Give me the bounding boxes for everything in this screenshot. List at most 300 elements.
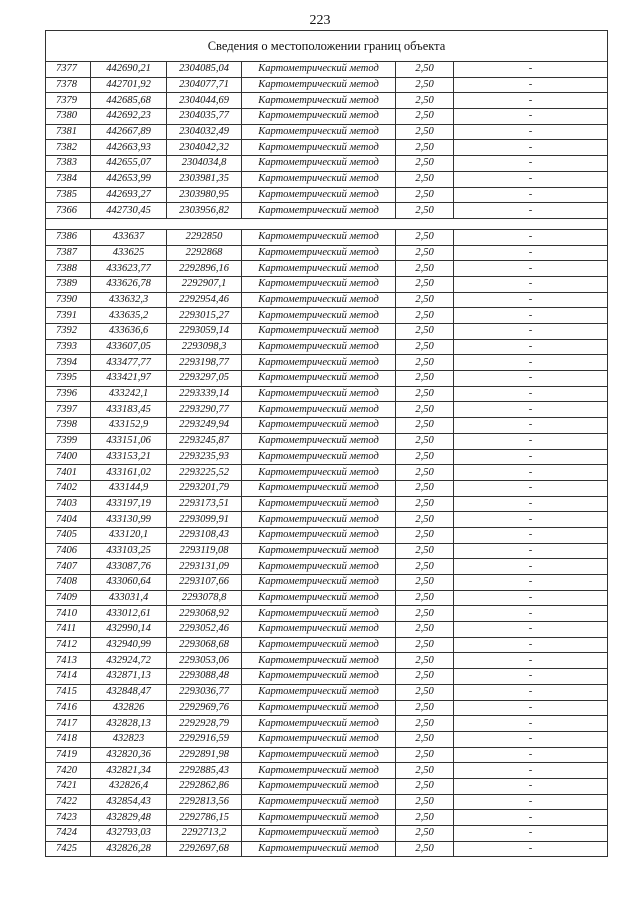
- point-number-cell: 7397: [46, 402, 91, 418]
- x-coordinate-cell: 433031,4: [91, 590, 167, 606]
- table-row: [46, 575, 608, 591]
- method-cell: Картометрический метод: [242, 622, 396, 638]
- method-cell: Картометрический метод: [242, 276, 396, 292]
- table-title-row: [46, 31, 608, 62]
- table-row: [46, 77, 608, 93]
- x-coordinate-cell: 433060,64: [91, 575, 167, 591]
- point-number-cell: 7421: [46, 778, 91, 794]
- table-row: [46, 229, 608, 245]
- y-coordinate-cell: 2304085,04: [167, 62, 242, 78]
- method-cell: Картометрический метод: [242, 433, 396, 449]
- separator-cell: [46, 218, 608, 229]
- point-number-cell: 7423: [46, 810, 91, 826]
- method-cell: Картометрический метод: [242, 575, 396, 591]
- point-number-cell: 7415: [46, 684, 91, 700]
- point-number-cell: 7408: [46, 575, 91, 591]
- y-coordinate-cell: 2304077,71: [167, 77, 242, 93]
- x-coordinate-cell: 432820,36: [91, 747, 167, 763]
- point-number-cell: 7366: [46, 203, 91, 219]
- method-cell: Картометрический метод: [242, 386, 396, 402]
- y-coordinate-cell: 2293173,51: [167, 496, 242, 512]
- table-row: [46, 276, 608, 292]
- y-coordinate-cell: 2293068,68: [167, 637, 242, 653]
- table-row: [46, 543, 608, 559]
- table-row: [46, 93, 608, 109]
- table-row: [46, 171, 608, 187]
- description-cell: -: [454, 575, 608, 591]
- precision-cell: 2,50: [396, 669, 454, 685]
- point-number-cell: 7393: [46, 339, 91, 355]
- point-number-cell: 7385: [46, 187, 91, 203]
- precision-cell: 2,50: [396, 245, 454, 261]
- y-coordinate-cell: 2293078,8: [167, 590, 242, 606]
- table-row: [46, 512, 608, 528]
- y-coordinate-cell: 2293201,79: [167, 480, 242, 496]
- x-coordinate-cell: 433242,1: [91, 386, 167, 402]
- table-row: [46, 841, 608, 857]
- point-number-cell: 7424: [46, 826, 91, 842]
- method-cell: Картометрический метод: [242, 187, 396, 203]
- description-cell: -: [454, 261, 608, 277]
- table-row: [46, 778, 608, 794]
- y-coordinate-cell: 2292868: [167, 245, 242, 261]
- table-row: [46, 339, 608, 355]
- x-coordinate-cell: 433153,21: [91, 449, 167, 465]
- y-coordinate-cell: 2292786,15: [167, 810, 242, 826]
- table-row: [46, 684, 608, 700]
- method-cell: Картометрический метод: [242, 606, 396, 622]
- method-cell: Картометрический метод: [242, 308, 396, 324]
- x-coordinate-cell: 433636,6: [91, 324, 167, 340]
- x-coordinate-cell: 433632,3: [91, 292, 167, 308]
- precision-cell: 2,50: [396, 308, 454, 324]
- table-row: [46, 124, 608, 140]
- x-coordinate-cell: 442701,92: [91, 77, 167, 93]
- point-number-cell: 7377: [46, 62, 91, 78]
- precision-cell: 2,50: [396, 124, 454, 140]
- point-number-cell: 7420: [46, 763, 91, 779]
- description-cell: -: [454, 559, 608, 575]
- description-cell: -: [454, 402, 608, 418]
- method-cell: Картометрический метод: [242, 637, 396, 653]
- method-cell: Картометрический метод: [242, 339, 396, 355]
- description-cell: -: [454, 355, 608, 371]
- point-number-cell: 7384: [46, 171, 91, 187]
- precision-cell: 2,50: [396, 637, 454, 653]
- y-coordinate-cell: 2304042,32: [167, 140, 242, 156]
- description-cell: -: [454, 324, 608, 340]
- y-coordinate-cell: 2304032,49: [167, 124, 242, 140]
- description-cell: -: [454, 590, 608, 606]
- point-number-cell: 7411: [46, 622, 91, 638]
- description-cell: -: [454, 512, 608, 528]
- y-coordinate-cell: 2292907,1: [167, 276, 242, 292]
- x-coordinate-cell: 432854,43: [91, 794, 167, 810]
- x-coordinate-cell: 433183,45: [91, 402, 167, 418]
- precision-cell: 2,50: [396, 433, 454, 449]
- method-cell: Картометрический метод: [242, 449, 396, 465]
- method-cell: Картометрический метод: [242, 124, 396, 140]
- table-row: [46, 700, 608, 716]
- y-coordinate-cell: 2293339,14: [167, 386, 242, 402]
- description-cell: -: [454, 747, 608, 763]
- description-cell: -: [454, 637, 608, 653]
- description-cell: -: [454, 433, 608, 449]
- method-cell: Картометрический метод: [242, 543, 396, 559]
- method-cell: Картометрический метод: [242, 465, 396, 481]
- y-coordinate-cell: 2292916,59: [167, 731, 242, 747]
- point-number-cell: 7386: [46, 229, 91, 245]
- precision-cell: 2,50: [396, 140, 454, 156]
- x-coordinate-cell: 433197,19: [91, 496, 167, 512]
- y-coordinate-cell: 2293059,14: [167, 324, 242, 340]
- point-number-cell: 7395: [46, 371, 91, 387]
- method-cell: Картометрический метод: [242, 418, 396, 434]
- y-coordinate-cell: 2293245,87: [167, 433, 242, 449]
- table-row: [46, 794, 608, 810]
- precision-cell: 2,50: [396, 622, 454, 638]
- x-coordinate-cell: 433151,06: [91, 433, 167, 449]
- precision-cell: 2,50: [396, 731, 454, 747]
- x-coordinate-cell: 442653,99: [91, 171, 167, 187]
- y-coordinate-cell: 2293036,77: [167, 684, 242, 700]
- precision-cell: 2,50: [396, 778, 454, 794]
- precision-cell: 2,50: [396, 203, 454, 219]
- x-coordinate-cell: 433103,25: [91, 543, 167, 559]
- x-coordinate-cell: 442692,23: [91, 109, 167, 125]
- description-cell: -: [454, 465, 608, 481]
- description-cell: -: [454, 276, 608, 292]
- y-coordinate-cell: 2293098,3: [167, 339, 242, 355]
- description-cell: -: [454, 794, 608, 810]
- x-coordinate-cell: 433130,99: [91, 512, 167, 528]
- description-cell: -: [454, 418, 608, 434]
- boundary-coordinates-table: [45, 30, 608, 857]
- y-coordinate-cell: 2304035,77: [167, 109, 242, 125]
- point-number-cell: 7391: [46, 308, 91, 324]
- description-cell: -: [454, 778, 608, 794]
- description-cell: -: [454, 124, 608, 140]
- point-number-cell: 7379: [46, 93, 91, 109]
- y-coordinate-cell: 2293088,48: [167, 669, 242, 685]
- y-coordinate-cell: 2293107,66: [167, 575, 242, 591]
- method-cell: Картометрический метод: [242, 669, 396, 685]
- precision-cell: 2,50: [396, 156, 454, 172]
- precision-cell: 2,50: [396, 841, 454, 857]
- point-number-cell: 7383: [46, 156, 91, 172]
- precision-cell: 2,50: [396, 355, 454, 371]
- description-cell: -: [454, 826, 608, 842]
- table-row: [46, 763, 608, 779]
- y-coordinate-cell: 2293119,08: [167, 543, 242, 559]
- method-cell: Картометрический метод: [242, 371, 396, 387]
- point-number-cell: 7409: [46, 590, 91, 606]
- table-row: [46, 747, 608, 763]
- x-coordinate-cell: 433012,61: [91, 606, 167, 622]
- precision-cell: 2,50: [396, 527, 454, 543]
- y-coordinate-cell: 2304034,8: [167, 156, 242, 172]
- method-cell: Картометрический метод: [242, 512, 396, 528]
- x-coordinate-cell: 433161,02: [91, 465, 167, 481]
- method-cell: Картометрический метод: [242, 77, 396, 93]
- description-cell: -: [454, 171, 608, 187]
- x-coordinate-cell: 432826: [91, 700, 167, 716]
- description-cell: -: [454, 339, 608, 355]
- method-cell: Картометрический метод: [242, 93, 396, 109]
- table-row: [46, 418, 608, 434]
- y-coordinate-cell: 2293290,77: [167, 402, 242, 418]
- point-number-cell: 7396: [46, 386, 91, 402]
- y-coordinate-cell: 2292896,16: [167, 261, 242, 277]
- y-coordinate-cell: 2303980,95: [167, 187, 242, 203]
- y-coordinate-cell: 2292697,68: [167, 841, 242, 857]
- precision-cell: 2,50: [396, 292, 454, 308]
- method-cell: Картометрический метод: [242, 140, 396, 156]
- y-coordinate-cell: 2293249,94: [167, 418, 242, 434]
- table-row: [46, 140, 608, 156]
- x-coordinate-cell: 442663,93: [91, 140, 167, 156]
- precision-cell: 2,50: [396, 543, 454, 559]
- y-coordinate-cell: 2292928,79: [167, 716, 242, 732]
- table-row: [46, 433, 608, 449]
- description-cell: -: [454, 229, 608, 245]
- precision-cell: 2,50: [396, 276, 454, 292]
- y-coordinate-cell: 2293131,09: [167, 559, 242, 575]
- x-coordinate-cell: 432793,03: [91, 826, 167, 842]
- precision-cell: 2,50: [396, 763, 454, 779]
- description-cell: -: [454, 496, 608, 512]
- description-cell: -: [454, 245, 608, 261]
- x-coordinate-cell: 433635,2: [91, 308, 167, 324]
- x-coordinate-cell: 433607,05: [91, 339, 167, 355]
- y-coordinate-cell: 2303956,82: [167, 203, 242, 219]
- x-coordinate-cell: 442690,21: [91, 62, 167, 78]
- method-cell: Картометрический метод: [242, 62, 396, 78]
- precision-cell: 2,50: [396, 77, 454, 93]
- x-coordinate-cell: 432990,14: [91, 622, 167, 638]
- point-number-cell: 7404: [46, 512, 91, 528]
- description-cell: -: [454, 292, 608, 308]
- precision-cell: 2,50: [396, 496, 454, 512]
- precision-cell: 2,50: [396, 559, 454, 575]
- table-row: [46, 637, 608, 653]
- table-row: [46, 245, 608, 261]
- y-coordinate-cell: 2293068,92: [167, 606, 242, 622]
- description-cell: -: [454, 810, 608, 826]
- precision-cell: 2,50: [396, 810, 454, 826]
- precision-cell: 2,50: [396, 794, 454, 810]
- description-cell: -: [454, 187, 608, 203]
- precision-cell: 2,50: [396, 590, 454, 606]
- precision-cell: 2,50: [396, 187, 454, 203]
- table-row: [46, 480, 608, 496]
- y-coordinate-cell: 2293235,93: [167, 449, 242, 465]
- table-row: [46, 716, 608, 732]
- precision-cell: 2,50: [396, 62, 454, 78]
- point-number-cell: 7406: [46, 543, 91, 559]
- method-cell: Картометрический метод: [242, 716, 396, 732]
- x-coordinate-cell: 432826,28: [91, 841, 167, 857]
- x-coordinate-cell: 433421,97: [91, 371, 167, 387]
- description-cell: -: [454, 140, 608, 156]
- y-coordinate-cell: 2304044,69: [167, 93, 242, 109]
- x-coordinate-cell: 432821,34: [91, 763, 167, 779]
- table-row: [46, 261, 608, 277]
- point-number-cell: 7388: [46, 261, 91, 277]
- table-title: Сведения о местоположении границ объекта: [46, 31, 608, 62]
- point-number-cell: 7400: [46, 449, 91, 465]
- precision-cell: 2,50: [396, 606, 454, 622]
- description-cell: -: [454, 203, 608, 219]
- x-coordinate-cell: 442685,68: [91, 93, 167, 109]
- point-number-cell: 7394: [46, 355, 91, 371]
- point-number-cell: 7422: [46, 794, 91, 810]
- x-coordinate-cell: 433477,77: [91, 355, 167, 371]
- precision-cell: 2,50: [396, 465, 454, 481]
- method-cell: Картометрический метод: [242, 653, 396, 669]
- y-coordinate-cell: 2303981,35: [167, 171, 242, 187]
- y-coordinate-cell: 2292713,2: [167, 826, 242, 842]
- description-cell: -: [454, 669, 608, 685]
- y-coordinate-cell: 2292850: [167, 229, 242, 245]
- description-cell: -: [454, 93, 608, 109]
- precision-cell: 2,50: [396, 339, 454, 355]
- x-coordinate-cell: 433623,77: [91, 261, 167, 277]
- point-number-cell: 7389: [46, 276, 91, 292]
- point-number-cell: 7380: [46, 109, 91, 125]
- point-number-cell: 7392: [46, 324, 91, 340]
- table-row: [46, 465, 608, 481]
- point-number-cell: 7410: [46, 606, 91, 622]
- y-coordinate-cell: 2293052,46: [167, 622, 242, 638]
- description-cell: -: [454, 684, 608, 700]
- separator-row: [46, 218, 608, 229]
- x-coordinate-cell: 433144,9: [91, 480, 167, 496]
- point-number-cell: 7405: [46, 527, 91, 543]
- x-coordinate-cell: 442693,27: [91, 187, 167, 203]
- precision-cell: 2,50: [396, 324, 454, 340]
- x-coordinate-cell: 433087,76: [91, 559, 167, 575]
- table-row: [46, 826, 608, 842]
- precision-cell: 2,50: [396, 512, 454, 528]
- method-cell: Картометрический метод: [242, 229, 396, 245]
- table-row: [46, 606, 608, 622]
- table-row: [46, 669, 608, 685]
- description-cell: -: [454, 62, 608, 78]
- method-cell: Картометрический метод: [242, 527, 396, 543]
- table-row: [46, 653, 608, 669]
- method-cell: Картометрический метод: [242, 109, 396, 125]
- point-number-cell: 7403: [46, 496, 91, 512]
- precision-cell: 2,50: [396, 402, 454, 418]
- point-number-cell: 7390: [46, 292, 91, 308]
- table-row: [46, 187, 608, 203]
- y-coordinate-cell: 2293108,43: [167, 527, 242, 543]
- x-coordinate-cell: 432924,72: [91, 653, 167, 669]
- point-number-cell: 7407: [46, 559, 91, 575]
- x-coordinate-cell: 432828,13: [91, 716, 167, 732]
- x-coordinate-cell: 433152,9: [91, 418, 167, 434]
- y-coordinate-cell: 2293099,91: [167, 512, 242, 528]
- x-coordinate-cell: 433637: [91, 229, 167, 245]
- point-number-cell: 7382: [46, 140, 91, 156]
- method-cell: Картометрический метод: [242, 156, 396, 172]
- x-coordinate-cell: 432829,48: [91, 810, 167, 826]
- table-row: [46, 371, 608, 387]
- precision-cell: 2,50: [396, 684, 454, 700]
- point-number-cell: 7378: [46, 77, 91, 93]
- precision-cell: 2,50: [396, 93, 454, 109]
- precision-cell: 2,50: [396, 371, 454, 387]
- y-coordinate-cell: 2293198,77: [167, 355, 242, 371]
- method-cell: Картометрический метод: [242, 731, 396, 747]
- x-coordinate-cell: 432940,99: [91, 637, 167, 653]
- y-coordinate-cell: 2293053,06: [167, 653, 242, 669]
- y-coordinate-cell: 2292954,46: [167, 292, 242, 308]
- table-row: [46, 622, 608, 638]
- description-cell: -: [454, 371, 608, 387]
- table-row: [46, 308, 608, 324]
- method-cell: Картометрический метод: [242, 826, 396, 842]
- y-coordinate-cell: 2292885,43: [167, 763, 242, 779]
- x-coordinate-cell: 432823: [91, 731, 167, 747]
- x-coordinate-cell: 442667,89: [91, 124, 167, 140]
- description-cell: -: [454, 156, 608, 172]
- method-cell: Картометрический метод: [242, 324, 396, 340]
- point-number-cell: 7401: [46, 465, 91, 481]
- description-cell: -: [454, 700, 608, 716]
- point-number-cell: 7381: [46, 124, 91, 140]
- x-coordinate-cell: 433120,1: [91, 527, 167, 543]
- method-cell: Картометрический метод: [242, 203, 396, 219]
- method-cell: Картометрический метод: [242, 810, 396, 826]
- precision-cell: 2,50: [396, 826, 454, 842]
- point-number-cell: 7416: [46, 700, 91, 716]
- precision-cell: 2,50: [396, 653, 454, 669]
- precision-cell: 2,50: [396, 449, 454, 465]
- method-cell: Картометрический метод: [242, 402, 396, 418]
- point-number-cell: 7425: [46, 841, 91, 857]
- table-row: [46, 203, 608, 219]
- description-cell: -: [454, 841, 608, 857]
- table-row: [46, 386, 608, 402]
- method-cell: Картометрический метод: [242, 292, 396, 308]
- point-number-cell: 7387: [46, 245, 91, 261]
- method-cell: Картометрический метод: [242, 245, 396, 261]
- x-coordinate-cell: 442730,45: [91, 203, 167, 219]
- table-row: [46, 355, 608, 371]
- point-number-cell: 7413: [46, 653, 91, 669]
- description-cell: -: [454, 716, 608, 732]
- x-coordinate-cell: 433625: [91, 245, 167, 261]
- point-number-cell: 7419: [46, 747, 91, 763]
- table-row: [46, 156, 608, 172]
- table-row: [46, 324, 608, 340]
- description-cell: -: [454, 449, 608, 465]
- table-row: [46, 496, 608, 512]
- table-row: [46, 449, 608, 465]
- description-cell: -: [454, 731, 608, 747]
- point-number-cell: 7399: [46, 433, 91, 449]
- x-coordinate-cell: 433626,78: [91, 276, 167, 292]
- precision-cell: 2,50: [396, 261, 454, 277]
- table-row: [46, 527, 608, 543]
- description-cell: -: [454, 763, 608, 779]
- y-coordinate-cell: 2293015,27: [167, 308, 242, 324]
- precision-cell: 2,50: [396, 747, 454, 763]
- table-row: [46, 810, 608, 826]
- point-number-cell: 7417: [46, 716, 91, 732]
